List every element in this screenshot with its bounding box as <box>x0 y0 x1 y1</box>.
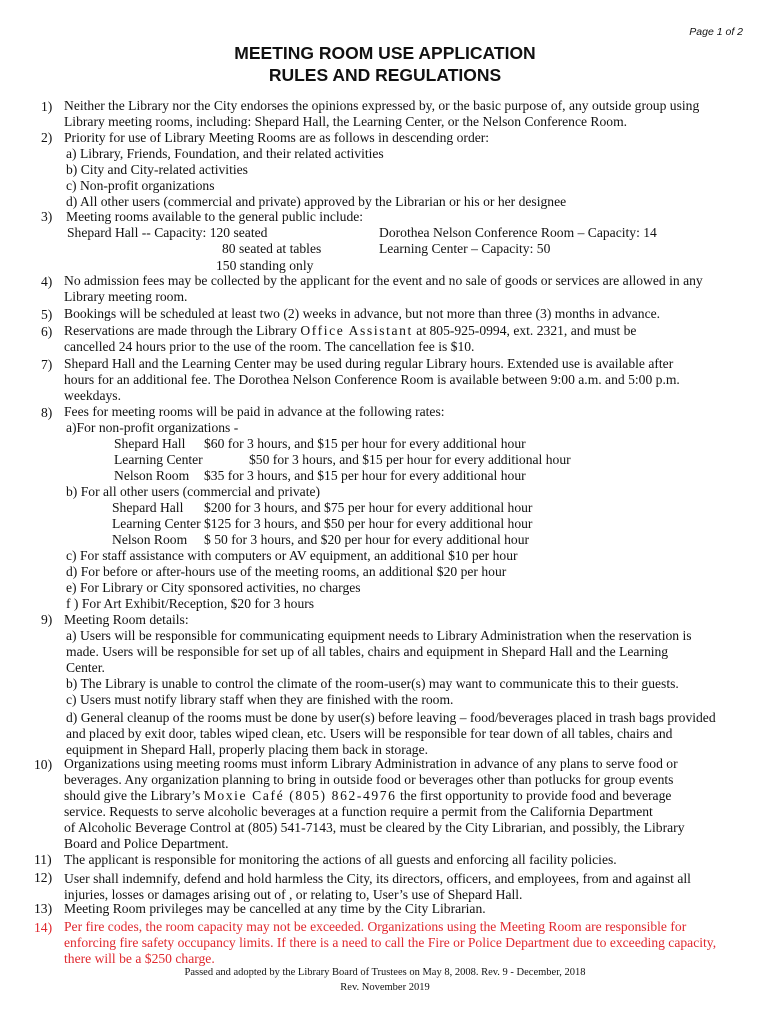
rule-number: 9) <box>41 612 53 627</box>
rule-8-a-heading: a)For non-profit organizations - <box>66 420 239 435</box>
footer-adopted: Passed and adopted by the Library Board of Trustees on May 8, 2008. Rev. 9 - December, 2018 <box>184 967 586 978</box>
rule-6-text-c: at 805-925-0994, ext. 2321, and must be <box>412 323 637 338</box>
rule-8-item-e: e) For Library or City sponsored activities, no charges <box>66 580 361 595</box>
rule-10-line-4: service. Requests to serve alcoholic beverages at a function require a permit from the California Department <box>64 804 653 819</box>
title-line-1: MEETING ROOM USE APPLICATION <box>234 43 536 63</box>
rule-3-shepard-capacity: Shepard Hall -- Capacity: 120 seated <box>67 225 268 240</box>
rule-6-office-assistant: Office Assistant <box>300 323 413 338</box>
rule-14-line-1: Per fire codes, the room capacity may not be exceeded. Organizations using the Meeting Room are responsible for <box>64 919 687 934</box>
fee-rate: $50 for 3 hours, and $15 per hour for every additional hour <box>249 452 571 467</box>
rule-11-line-1: The applicant is responsible for monitoring the actions of all guests and enforcing all facility policies. <box>64 852 617 867</box>
rule-6-line-1 <box>64 323 636 339</box>
rule-10-line-5: of Alcoholic Beverage Control at (805) 541-7143, must be cleared by the City Librarian, and possibly, the Library <box>64 820 685 835</box>
fee-room-name: Learning Center <box>112 516 201 531</box>
fee-room-name: Shepard Hall <box>112 500 184 515</box>
rule-6-text-a: Reservations are made through the Library <box>64 323 301 338</box>
rule-number: 11) <box>34 852 52 867</box>
rule-number: 3) <box>41 209 53 224</box>
rule-10-line-1: Organizations using meeting rooms must inform Library Administration in advance of any plans to serve food or <box>64 756 678 771</box>
rule-9-d-line-2: and placed by exit door, tables wiped clean, etc. Users will be responsible for tear down of all tables, chairs and <box>66 726 673 741</box>
rule-number: 6) <box>41 324 53 339</box>
title-line-2: RULES AND REGULATIONS <box>268 65 502 85</box>
rule-number: 2) <box>41 130 53 145</box>
fee-rate: $60 for 3 hours, and $15 per hour for every additional hour <box>204 436 526 451</box>
rule-3-line-1: Meeting rooms available to the general public include: <box>66 209 364 224</box>
rule-9-line-1: Meeting Room details: <box>64 612 189 627</box>
rule-3-learning-capacity: Learning Center – Capacity: 50 <box>379 241 551 256</box>
rule-2-item-b: b) City and City-related activities <box>66 162 248 177</box>
rule-4-line-2: Library meeting room. <box>64 289 188 304</box>
rule-number: 8) <box>41 405 53 420</box>
rule-3-dorothea-capacity: Dorothea Nelson Conference Room – Capacity: 14 <box>379 225 657 240</box>
rule-3-seated-tables: 80 seated at tables <box>222 241 322 256</box>
rule-2-item-a: a) Library, Friends, Foundation, and their related activities <box>66 146 384 161</box>
rule-8-item-f: f ) For Art Exhibit/Reception, $20 for 3 hours <box>66 596 315 611</box>
rule-2-item-c: c) Non-profit organizations <box>66 178 215 193</box>
rule-8-line-1: Fees for meeting rooms will be paid in advance at the following rates: <box>64 404 445 419</box>
rule-10-moxie-cafe: Moxie Café (805) 862-4976 <box>203 788 397 803</box>
fee-room-name: Shepard Hall <box>114 436 186 451</box>
fee-rate: $125 for 3 hours, and $50 per hour for every additional hour <box>204 516 533 531</box>
fee-room-name: Learning Center <box>114 452 203 467</box>
rule-10-text-c: the first opportunity to provide food and beverage <box>396 788 672 803</box>
page-title <box>0 42 770 86</box>
rule-8-item-d: d) For before or after-hours use of the meeting rooms, an additional $20 per hour <box>66 564 507 579</box>
rule-7-line-3: weekdays. <box>64 388 121 403</box>
footer-revision: Rev. November 2019 <box>340 982 430 993</box>
rule-9-b: b) The Library is unable to control the climate of the room-user(s) may want to communicate this to their guests. <box>66 676 679 691</box>
rule-13-line-1: Meeting Room privileges may be cancelled at any time by the City Librarian. <box>64 901 486 916</box>
rule-7-line-2: hours for an additional fee. The Dorothea Nelson Conference Room is available between 9:00 a.m. and 5:00 p.m. <box>64 372 680 387</box>
rule-10-line-2: beverages. Any organization planning to bring in outside food or beverages other than potlucks for group events <box>64 772 674 787</box>
rule-number: 5) <box>41 307 53 322</box>
rule-number: 10) <box>34 757 53 772</box>
fee-room-name: Nelson Room <box>112 532 188 547</box>
rule-9-a-line-2: made. Users will be responsible for set up of all tables, chairs and equipment in Shepard Hall and the Learning <box>66 644 669 659</box>
rule-12-line-1: User shall indemnify, defend and hold harmless the City, its directors, officers, and employees, from and against all <box>64 871 691 886</box>
rule-12-line-2: injuries, losses or damages arising out of , or relating to, User’s use of Shepard Hall. <box>64 887 523 902</box>
rule-6-line-2: cancelled 24 hours prior to the use of the room. The cancellation fee is $10. <box>64 339 475 354</box>
rule-10-line-3 <box>64 788 671 804</box>
rule-9-c: c) Users must notify library staff when they are finished with the room. <box>66 692 454 707</box>
rule-10-line-6: Board and Police Department. <box>64 836 229 851</box>
rule-1-line-2: Library meeting rooms, including: Shepard Hall, the Learning Center, or the Nelson Conference Room. <box>64 114 628 129</box>
rule-14-line-2: enforcing fire safety occupancy limits. If there is a need to call the Fire or Police Department due to exceeding capacity, <box>64 935 717 950</box>
rule-14-line-3: there will be a $250 charge. <box>64 951 215 966</box>
rule-number: 1) <box>41 99 53 114</box>
fee-rate: $200 for 3 hours, and $75 per hour for every additional hour <box>204 500 533 515</box>
rule-number: 13) <box>34 901 53 916</box>
fee-rate: $35 for 3 hours, and $15 per hour for every additional hour <box>204 468 526 483</box>
rule-10-text-a: should give the Library’s <box>64 788 204 803</box>
fee-room-name: Nelson Room <box>114 468 190 483</box>
rule-number: 4) <box>41 274 53 289</box>
rule-9-d-line-1: d) General cleanup of the rooms must be done by user(s) before leaving – food/beverages placed in trash bags provided <box>66 710 716 725</box>
rule-9-a-line-3: Center. <box>66 660 105 675</box>
rule-8-b-heading: b) For all other users (commercial and private) <box>66 484 321 499</box>
rule-number: 14) <box>34 920 53 935</box>
page-number: Page 1 of 2 <box>689 26 743 38</box>
rule-5-line-1: Bookings will be scheduled at least two (2) weeks in advance, but not more than three (3) months in advance. <box>64 306 661 321</box>
fee-rate: $ 50 for 3 hours, and $20 per hour for every additional hour <box>204 532 530 547</box>
rule-3-standing: 150 standing only <box>216 258 314 273</box>
rule-9-a-line-1: a) Users will be responsible for communicating equipment needs to Library Administration when the reservation is <box>66 628 692 643</box>
rule-4-line-1: No admission fees may be collected by the applicant for the event and no sale of goods or services are allowed in any <box>64 273 703 288</box>
rule-2-line-1: Priority for use of Library Meeting Rooms are as follows in descending order: <box>64 130 490 145</box>
rule-number: 12) <box>34 870 53 885</box>
rule-number: 7) <box>41 357 53 372</box>
rule-1-line-1: Neither the Library nor the City endorses the opinions expressed by, or the basic purpose of, any outside group using <box>64 98 700 113</box>
rule-9-d-line-3: equipment in Shepard Hall, properly placing them back in storage. <box>66 742 429 757</box>
rule-7-line-1: Shepard Hall and the Learning Center may be used during regular Library hours. Extended use is available after <box>64 356 674 371</box>
rule-2-item-d: d) All other users (commercial and private) approved by the Librarian or his or her designee <box>66 194 567 209</box>
rule-8-item-c: c) For staff assistance with computers or AV equipment, an additional $10 per hour <box>66 548 518 563</box>
